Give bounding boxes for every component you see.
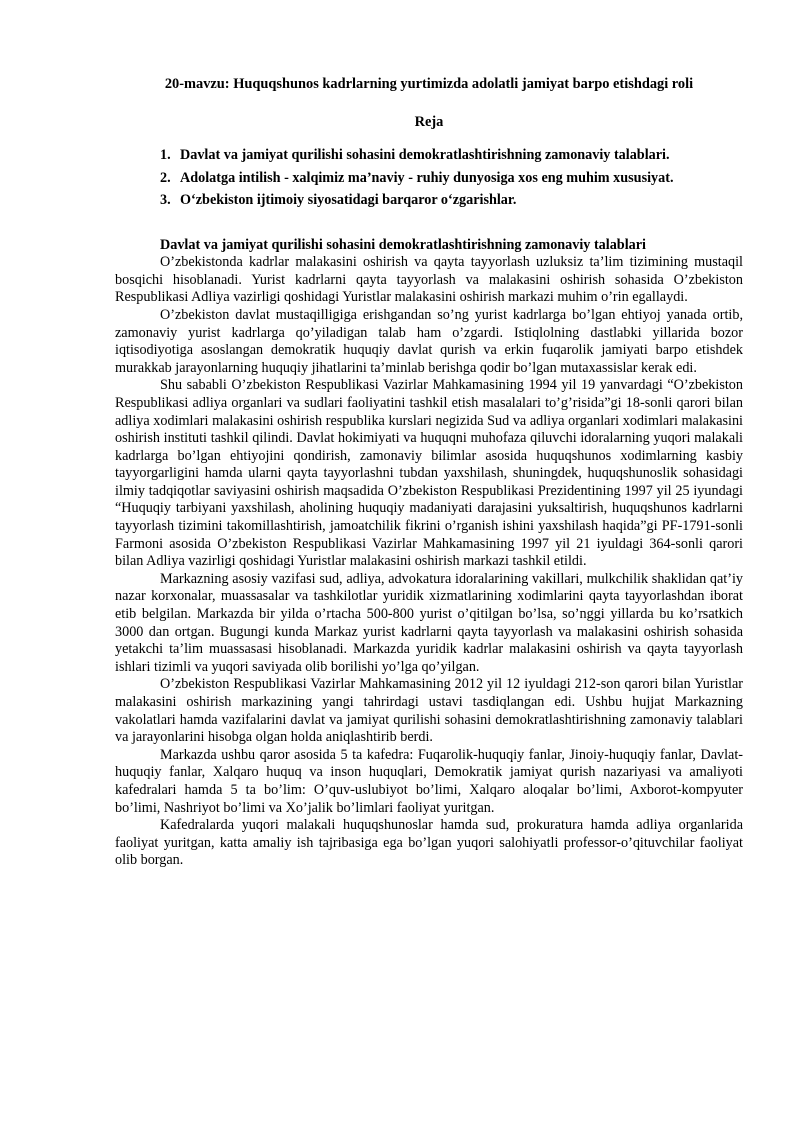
body-paragraph: O’zbekiston Respublikasi Vazirlar Mahkamasining 2012 yil 12 iyuldagi 212-son qarori bilan Yuristlar malakasini oshirish markazining yangi tahrirdagi ustavi tasdiqlangan edi. Ushbu hujjat Markazning vakolatlari hamda vazifalarini davlat va jamiyat qurilishi sohasini demokratlashtirishning zamonaviy talablari va jarayonlarini hisobga olgan holda aniqlashtirib berdi. bbox=[115, 676, 743, 746]
section-heading: Davlat va jamiyat qurilishi sohasini demokratlashtirishning zamonaviy talablari bbox=[160, 236, 646, 253]
body-paragraph: O’zbekiston davlat mustaqilligiga erishgandan so’ng yurist kadrlarga bo’lgan ehtiyoj yanada ortib, zamonaviy yurist kadrlarga qo’yiladigan talab ham o’zgardi. Istiqlolning dastlabki yillarida bozor iqtisodiyotiga asoslangan demokratik huquqiy davlat qurish va erkin fuqarolik jamiyati barpo etishdek murakkab jarayonlarning huquqiy jihatlarini ta’minlab berishga qodir bo’lgan mutaxassislar kerak edi. bbox=[115, 306, 743, 376]
plan-heading: Reja bbox=[414, 113, 444, 130]
plan-item bbox=[160, 147, 743, 165]
document-page bbox=[115, 76, 743, 870]
plan-item-text: O‘zbekiston ijtimoiy siyosatidagi barqaror o‘zgarishlar. bbox=[180, 191, 517, 208]
plan-item bbox=[160, 170, 743, 188]
plan-list bbox=[115, 147, 743, 209]
plan-item-number: 2. bbox=[160, 169, 171, 186]
body-paragraph: Markazning asosiy vazifasi sud, adliya, advokatura idoralarining vakillari, mulkchilik shaklidan qat’iy nazar korxonalar, muassasalar va tashkilotlar yuridik xizmatlarining xodimlarini qayta tayyorlashdan iborat etib belgilan. Markazda bir yilda o’rtacha 500-800 yurist o’qitilgan bo’lsa, so’nggi yillarda bu ko’rsatkich 3000 dan ortgan. Bugungi kunda Markaz yurist kadrlarni qayta tayyorlash va malakasini oshirish sohasida yetakchi ta’lim muassasasi hisoblanadi. Markazda yuridik kadrlar malakasini oshirish va qayta tayyorlash ishlari tizimli va yuqori saviyada olib borilishi yo’lga qo’yilgan. bbox=[115, 570, 743, 675]
plan-item-number: 3. bbox=[160, 191, 171, 208]
body-paragraph: Shu sababli O’zbekiston Respublikasi Vazirlar Mahkamasining 1994 yil 19 yanvardagi “O’zbekiston Respublikasi adliya organlari va sudlari faoliyatini tashkil etish masalalari to’g’risida”gi 18-sonli qarori bilan adliya xodimlari malakasini oshirish respublika kurslari negizida Sud va adliya organlari xodimlari malakasini oshirish instituti tashkil qilindi. Davlat hokimiyati va huquqni muhofaza qiluvchi idoralarning yuqori malakali kadrlarga bo’lgan ehtiyojini qondirish, zamonaviy bilimlar asosida huquqshunos xodimlarning kasbiy tayyorgarligini hamda ularni qayta tayyorlashni tubdan yaxshilash, shuningdek, huquqshunoslik sohasidagi ilmiy tadqiqotlar saviyasini oshirish maqsadida O’zbekiston Respublikasi Prezidentining 1997 yil 25 iyundagi “Huquqiy tarbiyani yaxshilash, aholining huquqiy madaniyati darajasini yuksaltirish, huquqshunos kadrlarni tayyorlash tizimini takomillashtirish, jamoatchilik fikrini o’rganish ishini yaxshilash haqida”gi PF-1791-sonli Farmoni asosida O’zbekiston Respublikasi Vazirlar Mahkamasining 1997 yil 21 iyuldagi 364-sonli qarori bilan Adliya vazirligi qoshidagi Yuristlar malakasini oshirish markazi tashkil etildi. bbox=[115, 377, 743, 570]
plan-item-number: 1. bbox=[160, 147, 171, 164]
body-paragraph: Markazda ushbu qaror asosida 5 ta kafedra: Fuqarolik-huquqiy fanlar, Jinoiy-huquqiy fanlar, Davlat-huquqiy fanlar, Xalqaro huquq va inson huquqlari, Demokratik jamiyat qurish nazariyasi va amaliyoti kafedralari hamda 5 ta bo’lim: O’quv-uslubiyot bo’limi, Xalqaro aloqalar bo’limi, Axborot-kompyuter bo’limi, Nashriyot bo’limi va Xo’jalik bo’limlari faoliyat yuritgan. bbox=[115, 746, 743, 816]
plan-item bbox=[160, 192, 743, 210]
document-title: 20-mavzu: Huquqshunos kadrlarning yurtimizda adolatli jamiyat barpo etishdagi roli bbox=[164, 76, 694, 92]
body-paragraph: O’zbekistonda kadrlar malakasini oshirish va qayta tayyorlash uzluksiz ta’lim tizimining mustaqil bosqichi hisoblanadi. Yurist kadrlarni qayta tayyorlash va malakasini oshirish sohasida O’zbekiston Respublikasi Adliya vazirligi qoshidagi Yuristlar malakasini oshirish markazi muhim o’rin egallaydi. bbox=[115, 254, 743, 306]
plan-item-text: Davlat va jamiyat qurilishi sohasini demokratlashtirishning zamonaviy talablari. bbox=[180, 147, 670, 164]
body-paragraph: Kafedralarda yuqori malakali huquqshunoslar hamda sud, prokuratura hamda adliya organlarida faoliyat yuritgan, katta amaliy ish tajribasiga ega bo’lgan yuqori salohiyatli professor-o’qituvchilar faoliyat olib borgan. bbox=[115, 817, 743, 869]
plan-item-text: Adolatga intilish - xalqimiz ma’naviy - ruhiy dunyosiga xos eng muhim xususiyat. bbox=[180, 169, 674, 186]
